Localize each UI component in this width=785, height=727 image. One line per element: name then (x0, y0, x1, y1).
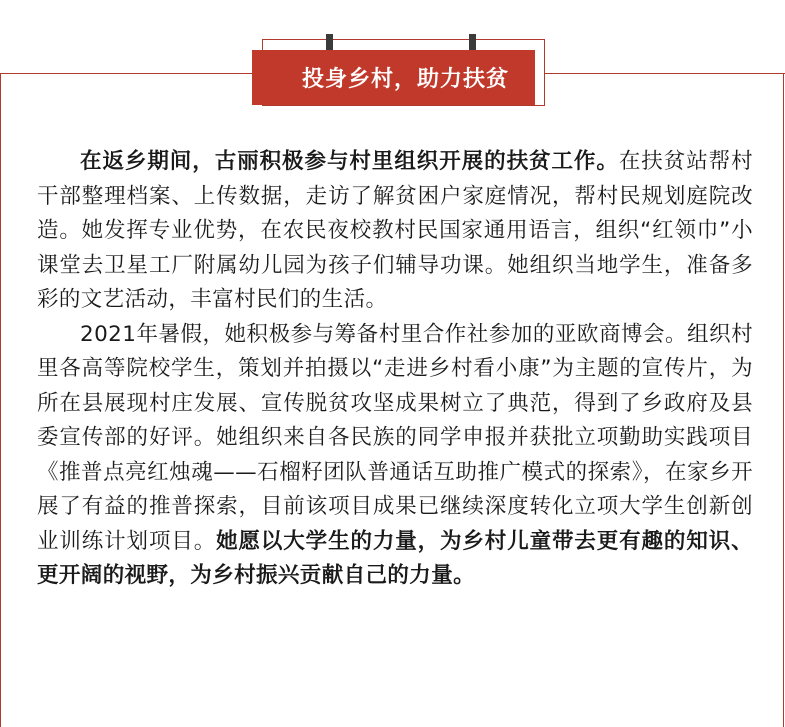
frame-left-line (0, 73, 1, 727)
article-body (37, 145, 753, 594)
section-title: 投身乡村，助力扶贫 (301, 67, 509, 92)
paragraph-2-body: 2021年暑假，她积极参与筹备村里合作社参加的亚欧商博会。组织村里各高等院校学生，策划并拍摄以“走进乡村看小康”为主题的宣传片，为所在县展现村庄发展、宣传脱贫攻坚成果树立了典范，得到了乡政府及县委宣传部的好评。她组织来自各民族的同学申报并获批立项勤助实践项目《推普点亮红烛魂——石榴籽团队普通话互助推广模式的探索》，在家乡开展了有益的推普探索，目前该项目成果已继续深度转化立项大学生创新创业训练计划项目。 (37, 321, 753, 554)
paragraph-1-lead: 在返乡期间，古丽积极参与村里组织开展的扶贫工作。 (80, 149, 619, 174)
frame-right-line (783, 73, 784, 727)
paragraph-2 (37, 318, 753, 594)
frame-top-line-left (0, 73, 262, 74)
paragraph-1 (37, 145, 753, 318)
banner-pin-left (326, 34, 333, 50)
frame-top-line-right (545, 73, 785, 74)
paragraph-1-body: 在扶贫站帮村干部整理档案、上传数据，走访了解贫困户家庭情况，帮村民规划庭院改造。她发挥专业优势，在农民夜校教村民国家通用语言，组织“红领巾”小课堂去卫星工厂附属幼儿园为孩子们辅导功课。她组织当地学生，准备多彩的文艺活动，丰富村民们的生活。 (37, 149, 754, 312)
section-banner (252, 50, 535, 105)
banner-pin-right (469, 34, 476, 50)
paragraph-2-tail: 她愿以大学生的力量，为乡村儿童带去更有趣的知识、更开阔的视野，为乡村振兴贡献自己的力量。 (37, 528, 753, 588)
